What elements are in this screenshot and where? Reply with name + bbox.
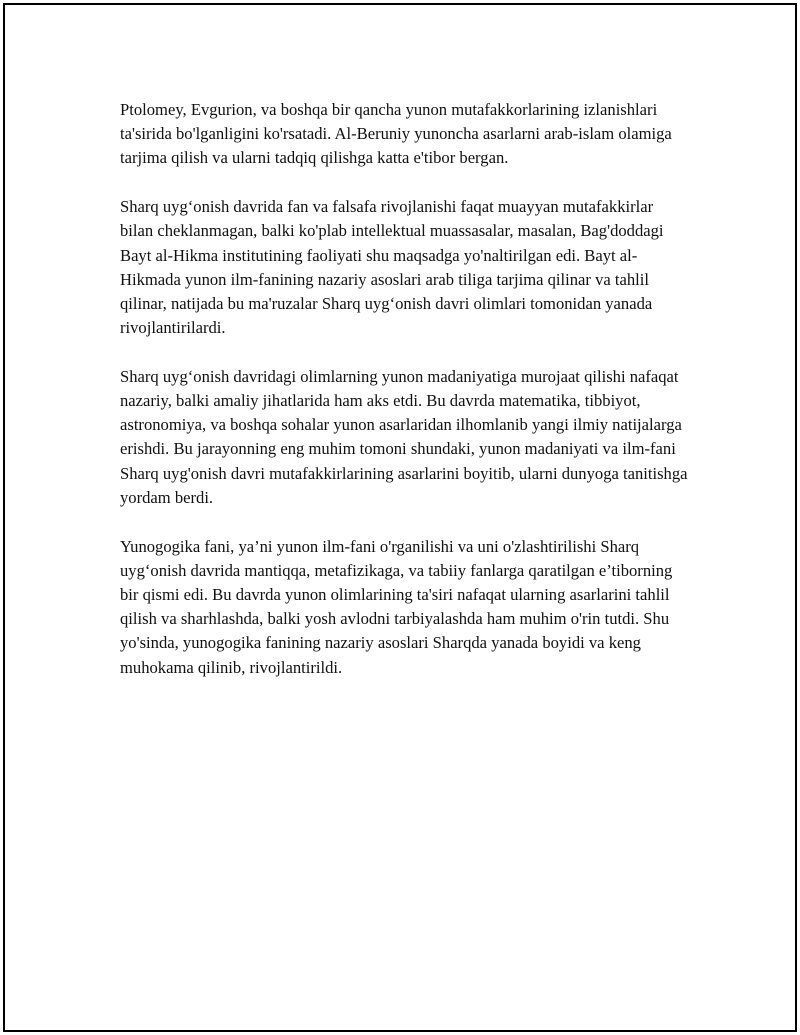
paragraph-2: Sharq uyg‘onish davrida fan va falsafa rivojlanishi faqat muayyan mutafakkirlar bilan cheklanmagan, balki ko'plab intellektual muassasalar, masalan, Bag'doddagi Bayt al-Hikma institutining faoliyati shu maqsadga yo'naltirilgan edi. Bayt al-Hikmada yunon ilm-fanining nazariy asoslari arab tiliga tarjima qilinar va tahlil qilinar, natijada bu ma'ruzalar Sharq uyg‘onish davri olimlari tomonidan yanada rivojlantirilardi. <box>120 197 664 338</box>
paragraph-4: Yunogogika fani, ya’ni yunon ilm-fani o'rganilishi va uni o'zlashtirilishi Sharq uyg‘onish davrida mantiqqa, metafizikaga, va tabiiy fanlarga qaratilgan e’tiborning bir qismi edi. Bu davrda yunon olimlarining ta'siri nafaqat ularning asarlarini tahlil qilish va sharhlashda, balki yosh avlodni tarbiyalashda ham muhim o'rin tutdi. Shu yo'sinda, yunogogika fanining nazariy asoslari Sharqda yanada boyidi va keng muhokama qilinib, rivojlantirildi. <box>120 536 673 677</box>
paragraph-1: Ptolomey, Evgurion, va boshqa bir qancha yunon mutafakkorlarining izlanishlari ta'sirida bo'lganligini ko'rsatadi. Al-Beruniy yunoncha asarlarni arab-islam olamiga tarjima qilish va ularni tadqiq qilishga katta e'tibor bergan. <box>120 100 672 168</box>
document-body <box>120 98 690 704</box>
paragraph-3: Sharq uyg‘onish davridagi olimlarning yunon madaniyatiga murojaat qilishi nafaqat nazariy, balki amaliy jihatlarida ham aks etdi. Bu davrda matematika, tibbiyot, astronomiya, va boshqa sohalar yunon asarlaridan ilhomlanib yangi ilmiy natijalarga erishdi. Bu jarayonning eng muhim tomoni shundaki, yunon madaniyati va ilm-fani Sharq uyg'onish davri mutafakkirlarining asarlarini boyitib, ularni dunyoga tanitishga yordam berdi. <box>120 366 688 507</box>
page-frame <box>3 3 797 1032</box>
